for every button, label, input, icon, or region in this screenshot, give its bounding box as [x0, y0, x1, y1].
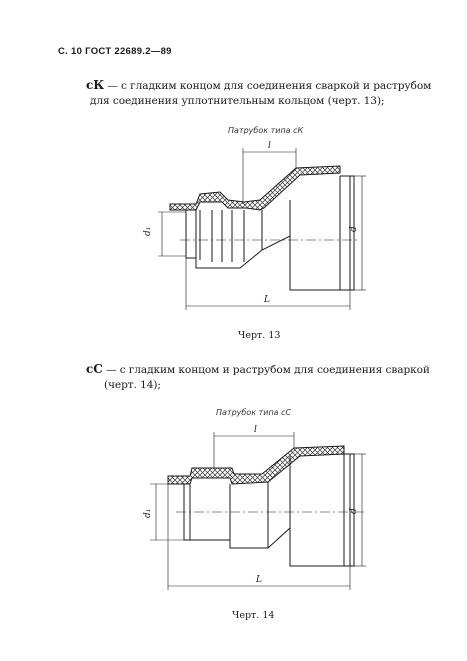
figure13-title: Патрубок типа сК [228, 126, 304, 135]
figure13-drawing [158, 148, 366, 310]
fig14-wall-hatch [168, 446, 344, 484]
fig14-label-l: l [254, 425, 257, 435]
fig13-label-d1: d₁ [143, 226, 153, 236]
figure14-caption: Черт. 14 [232, 610, 275, 621]
fig13-socket-right [350, 176, 354, 290]
figure14-drawing [150, 432, 366, 590]
fig13-label-L: L [264, 295, 270, 305]
fig13-wall-hatch [170, 166, 340, 210]
section-ck-line2: для соединения уплотнительным кольцом (черт. 13); [90, 95, 385, 107]
section-cc-line2: (черт. 14); [104, 379, 161, 391]
page-header: С. 10 ГОСТ 22689.2—89 [58, 46, 172, 57]
figure14-title: Патрубок типа сС [216, 408, 292, 417]
fig13-label-l: l [268, 141, 271, 151]
fig13-label-d: d [349, 226, 359, 232]
fig14-label-d1: d₁ [143, 508, 153, 518]
fig14-label-L: L [256, 575, 262, 585]
section-ck-line1: — с гладким концом для соединения сваркой и раструбом [104, 80, 432, 92]
section-cc-mark: сС [86, 362, 103, 376]
fig14-label-d: d [349, 508, 359, 514]
section-ck-mark: сК [86, 78, 105, 92]
figure13-caption: Черт. 13 [238, 330, 281, 341]
section-cc-line1: — с гладким концом и раструбом для соединения сваркой [102, 364, 430, 376]
